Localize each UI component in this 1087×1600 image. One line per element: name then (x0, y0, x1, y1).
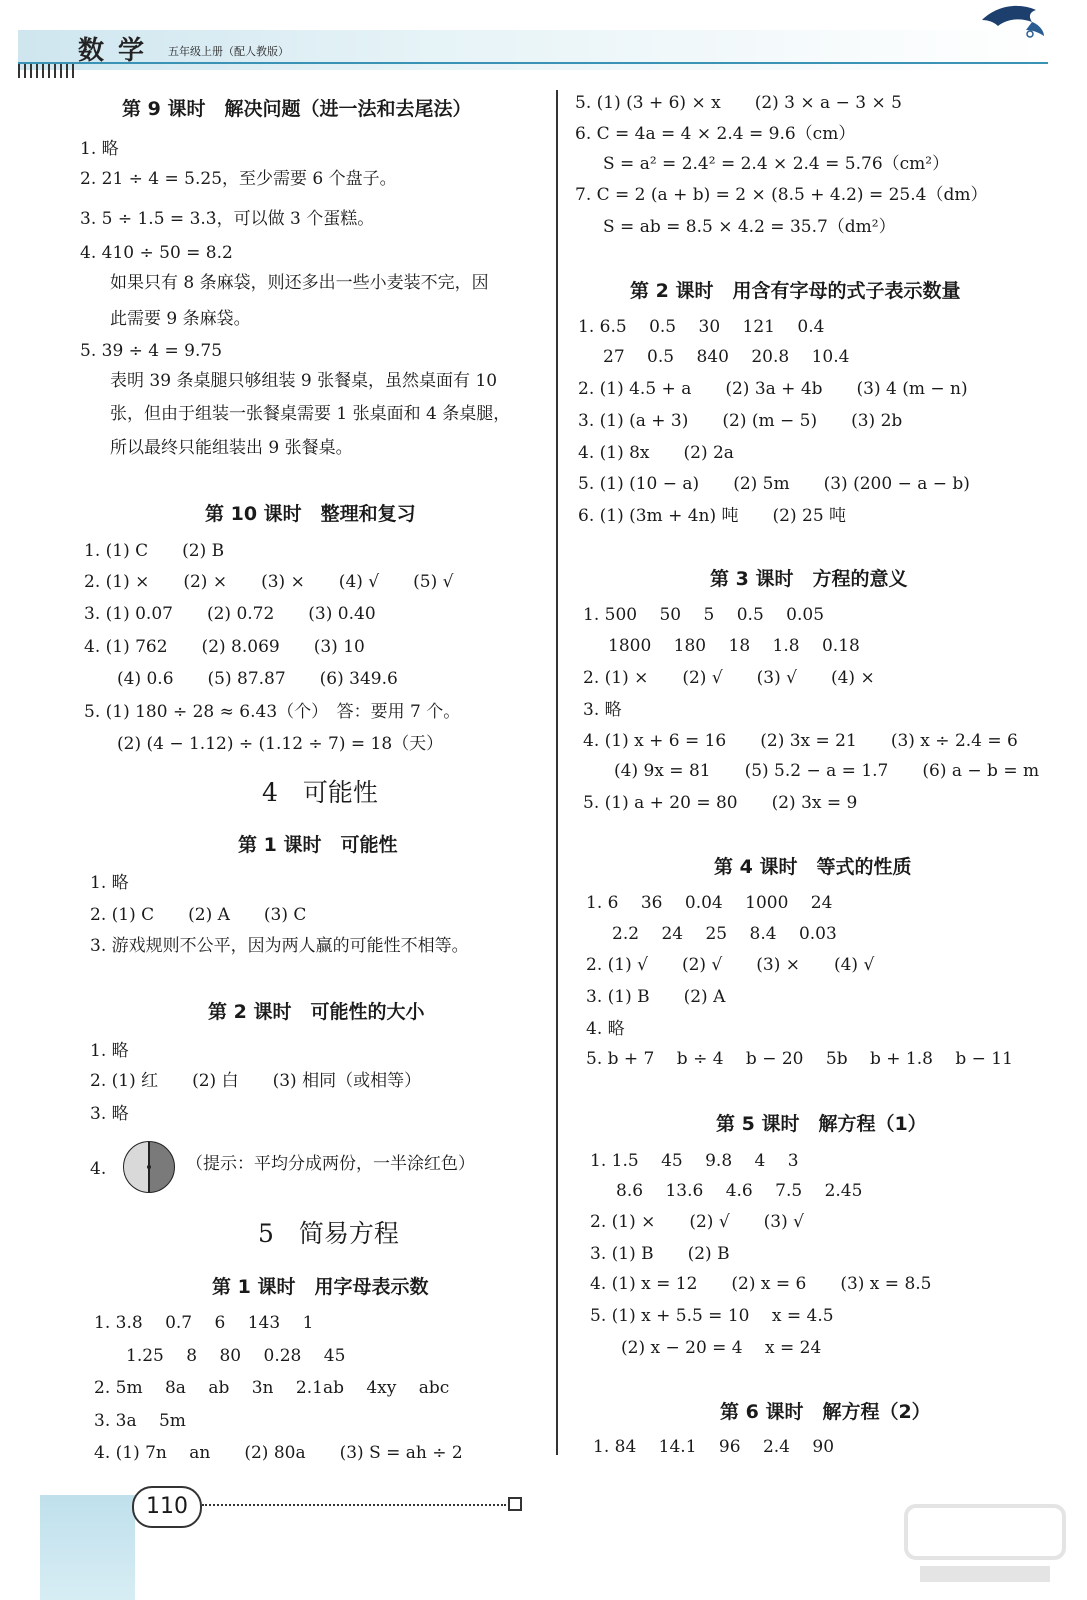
answer-line: 3. (1) B (2) B (590, 1244, 730, 1264)
answer-line: 所以最终只能组装出 9 张餐桌。 (110, 438, 353, 458)
answer-line: 3. 3a 5m (94, 1411, 186, 1431)
answer-line: 4. (1) x = 12 (2) x = 6 (3) x = 8.5 (590, 1274, 932, 1294)
answer-line: 5. (1) 180 ÷ 28 ≈ 6.43（个） 答：要用 7 个。 (84, 702, 461, 722)
watermark-logo (900, 1500, 1070, 1590)
answer-line: 此需要 9 条麻袋。 (110, 309, 251, 329)
answer-line: 3. 游戏规则不公平，因为两人赢的可能性不相等。 (90, 936, 469, 956)
answer-line: 2. (1) √ (2) √ (3) × (4) √ (586, 955, 875, 975)
half-shaded-circle-icon (122, 1140, 176, 1194)
answer-line: 3. (1) B (2) A (586, 987, 726, 1007)
answer-line: 5. 39 ÷ 4 = 9.75 (80, 341, 223, 361)
answer-line: 5. (1) x + 5.5 = 10 x = 4.5 (590, 1306, 834, 1326)
answer-line: 7. C = 2 (a + b) = 2 × (8.5 + 4.2) = 25.4（dm） (575, 185, 988, 205)
answer-line: 4. (1) 762 (2) 8.069 (3) 10 (84, 637, 365, 657)
answer-line: 27 0.5 840 20.8 10.4 (603, 347, 850, 367)
answer-line: 1. (1) C (2) B (84, 541, 225, 561)
answer-line: 1. 500 50 5 0.5 0.05 (583, 605, 825, 625)
answer-line: 1. 略 (90, 1041, 129, 1061)
answer-line: 2. (1) C (2) A (3) C (90, 905, 307, 925)
section-heading: 第 3 课时 方程的意义 (710, 568, 908, 590)
answer-line: (2) x − 20 = 4 x = 24 (621, 1338, 822, 1358)
answer-line: 6. C = 4a = 4 × 2.4 = 9.6（cm） (575, 124, 856, 144)
answer-line: 6. (1) (3m + 4n) 吨 (2) 25 吨 (578, 506, 847, 526)
answer-line: 如果只有 8 条麻袋，则还多出一些小麦装不完，因 (110, 273, 489, 293)
answer-line: 2. (1) × (2) √ (3) √ (590, 1212, 804, 1232)
answer-line: 5. (1) (10 − a) (2) 5m (3) (200 − a − b) (578, 474, 970, 494)
answer-line: 8.6 13.6 4.6 7.5 2.45 (616, 1181, 863, 1201)
dolphin-logo-icon (978, 0, 1048, 42)
answer-line: 4. (1) x + 6 = 16 (2) 3x = 21 (3) x ÷ 2.4 = 6 (583, 731, 1018, 751)
section-heading: 第 4 课时 等式的性质 (714, 856, 912, 878)
section-heading: 第 10 课时 整理和复习 (205, 503, 416, 525)
answer-line: 1. 84 14.1 96 2.4 90 (593, 1437, 835, 1457)
answer-line: 5. (1) a + 20 = 80 (2) 3x = 9 (583, 793, 858, 813)
section-heading: 第 1 课时 用字母表示数 (212, 1276, 429, 1298)
answer-line: 1. 3.8 0.7 6 143 1 (94, 1313, 314, 1333)
section-heading: 第 9 课时 解决问题（进一法和去尾法） (122, 98, 472, 120)
book-subtitle: 五年级上册（配人教版） (168, 45, 289, 58)
answer-line: 3. 略 (583, 700, 622, 720)
answer-line: 5. (1) (3 + 6) × x (2) 3 × a − 3 × 5 (575, 93, 902, 113)
section-heading: 第 1 课时 可能性 (238, 834, 398, 856)
answer-line: S = ab = 8.5 × 4.2 = 35.7（dm²） (603, 217, 896, 237)
answer-line: 1. 6.5 0.5 30 121 0.4 (578, 317, 825, 337)
answer-line: 1. 略 (80, 139, 119, 159)
answer-line: (4) 0.6 (5) 87.87 (6) 349.6 (117, 669, 398, 689)
section-heading: 5 简易方程 (258, 1219, 399, 1248)
answer-line: 4. 410 ÷ 50 = 8.2 (80, 243, 233, 263)
answer-line: (2) (4 − 1.12) ÷ (1.12 ÷ 7) = 18（天） (117, 734, 444, 754)
answer-line: S = a² = 2.4² = 2.4 × 2.4 = 5.76（cm²） (603, 154, 950, 174)
answer-line: 1. 6 36 0.04 1000 24 (586, 893, 833, 913)
footer-band (40, 1495, 135, 1600)
answer-line: 1.25 8 80 0.28 45 (126, 1346, 346, 1366)
column-divider (556, 90, 558, 1455)
header-barcode-decoration (18, 64, 78, 78)
answer-line: 2. (1) × (2) √ (3) √ (4) × (583, 668, 875, 688)
answer-line: 2. (1) × (2) × (3) × (4) √ (5) √ (84, 572, 454, 592)
answer-line: 4. 略 (586, 1019, 625, 1039)
answer-line: 4. (1) 7n an (2) 80a (3) S = ah ÷ 2 (94, 1443, 463, 1463)
answer-line: 3. (1) 0.07 (2) 0.72 (3) 0.40 (84, 604, 376, 624)
section-heading: 第 2 课时 可能性的大小 (208, 1001, 425, 1023)
answer-line: 张，但由于组装一张餐桌需要 1 张桌面和 4 条桌腿， (110, 404, 511, 424)
answer-line: 2. 5m 8a ab 3n 2.1ab 4xy abc (94, 1378, 450, 1398)
answer-line: 3. (1) (a + 3) (2) (m − 5) (3) 2b (578, 411, 903, 431)
answer-line: 1. 略 (90, 873, 129, 893)
section-heading: 第 6 课时 解方程（2） (720, 1401, 931, 1423)
subject-title: 数学 (78, 36, 159, 66)
answer-line: 2. (1) 4.5 + a (2) 3a + 4b (3) 4 (m − n) (578, 379, 968, 399)
answer-line: 3. 略 (90, 1104, 129, 1124)
answer-line: 2. (1) 红 (2) 白 (3) 相同（或相等） (90, 1071, 422, 1091)
answer-line: (4) 9x = 81 (5) 5.2 − a = 1.7 (6) a − b = m (614, 761, 1040, 781)
answer-line: 5. b + 7 b ÷ 4 b − 20 5b b + 1.8 b − 11 (586, 1049, 1013, 1069)
answer-line: 2. 21 ÷ 4 = 5.25，至少需要 6 个盘子。 (80, 169, 397, 189)
header-rule (18, 62, 1048, 64)
page-number: 110 (132, 1486, 202, 1528)
end-square-mark (508, 1497, 522, 1511)
section-heading: 4 可能性 (262, 778, 378, 807)
section-heading: 第 5 课时 解方程（1） (716, 1113, 927, 1135)
answer-line: 1800 180 18 1.8 0.18 (608, 636, 860, 656)
answer-line: （提示：平均分成两份，一半涂红色） (186, 1154, 475, 1174)
answer-line: 2.2 24 25 8.4 0.03 (612, 924, 837, 944)
dot-leader (202, 1504, 506, 1506)
answer-line: 1. 1.5 45 9.8 4 3 (590, 1151, 799, 1171)
answer-line: 表明 39 条桌腿只够组装 9 张餐桌，虽然桌面有 10 (110, 371, 498, 391)
answer-line: 3. 5 ÷ 1.5 = 3.3̇，可以做 3 个蛋糕。 (80, 209, 375, 229)
section-heading: 第 2 课时 用含有字母的式子表示数量 (630, 280, 961, 302)
answer-line: 4. (1) 8x (2) 2a (578, 443, 734, 463)
answer-line: 4. (90, 1159, 107, 1179)
